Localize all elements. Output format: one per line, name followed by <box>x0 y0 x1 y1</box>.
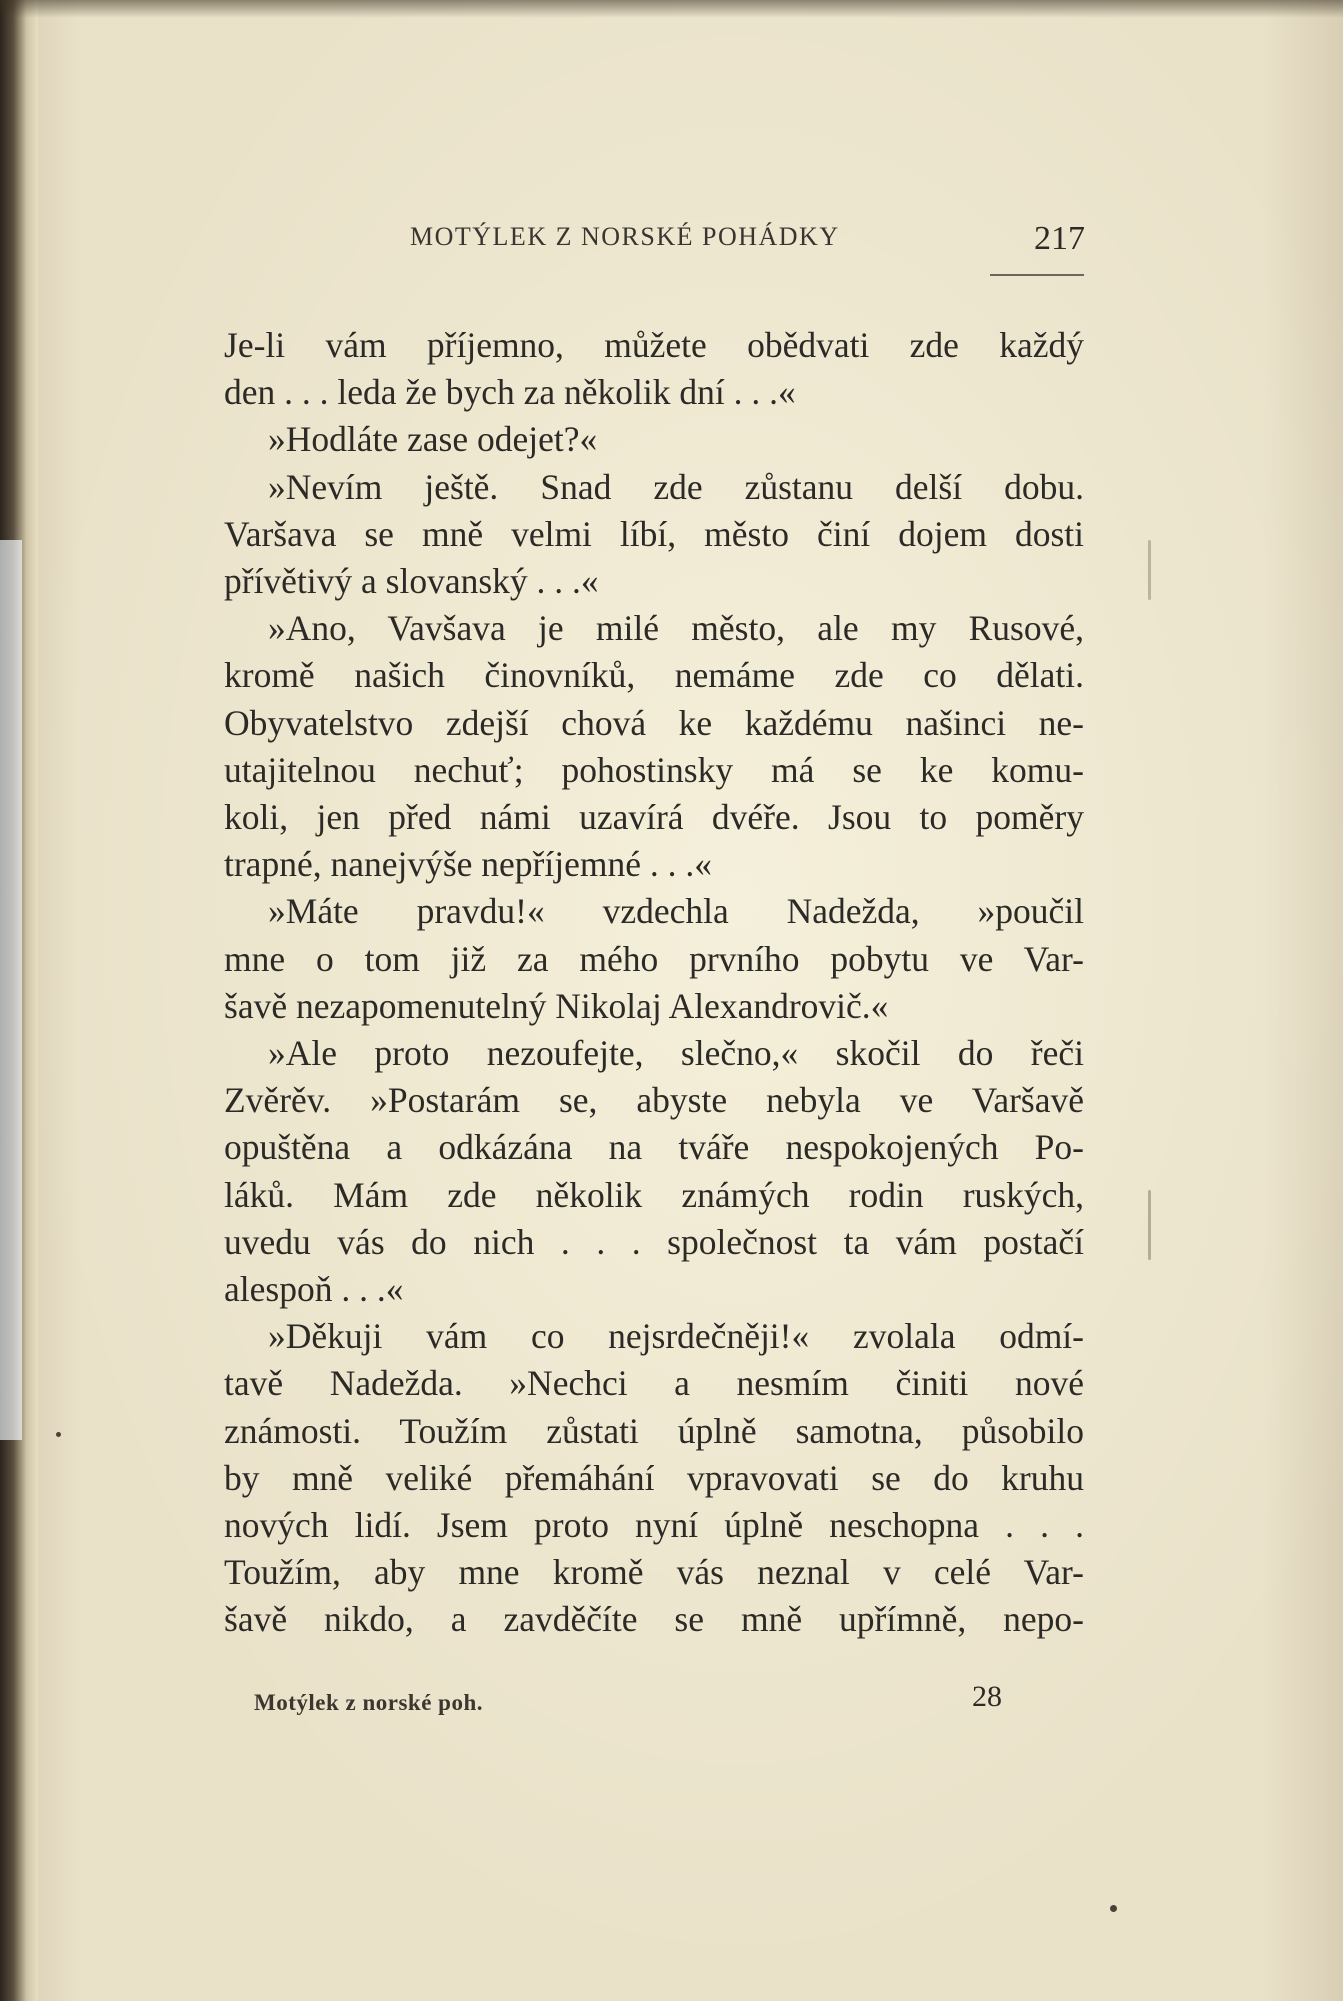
footer-book-title: Motýlek z norské poh. <box>254 1690 483 1715</box>
text-line: nových lidí. Jsem proto nyní úplně neschopna . . . <box>224 1505 1084 1546</box>
text-line: opuštěna a odkázána na tváře nespokojených Po- <box>224 1127 1084 1168</box>
text-line: láků. Mám zde několik známých rodin ruských, <box>224 1174 1084 1215</box>
text-line: Obyvatelstvo zdejší chová ke každému našinci ne- <box>224 702 1084 743</box>
signature-mark: 28 <box>972 1680 1002 1713</box>
text-line: »Hodláte zase odejet?« <box>268 419 598 460</box>
text-line: trapné, nanejvýše nepříjemné . . .« <box>224 844 712 885</box>
text-line: »Děkuji vám co nejsrdečněji!« zvolala odmí- <box>268 1316 1084 1357</box>
text-line: »Nevím ještě. Snad zde zůstanu delší dobu. <box>268 466 1084 507</box>
text-line: známosti. Toužím zůstati úplně samotna, působilo <box>224 1410 1084 1451</box>
running-head: MOTÝLEK Z NORSKÉ POHÁDKY <box>410 222 840 251</box>
ink-speck <box>56 1432 61 1437</box>
text-line: přívětivý a slovanský . . .« <box>224 561 599 602</box>
text-line: šavě nikdo, a zavděčíte se mně upřímně, nepo- <box>224 1599 1084 1640</box>
text-line: alespoň . . .« <box>224 1269 404 1310</box>
binding-strip <box>0 540 22 1440</box>
text-line: den . . . leda že bych za několik dní . . .« <box>224 372 796 413</box>
text-line: »Ale proto nezoufejte, slečno,« skočil do řeči <box>268 1033 1084 1074</box>
text-line: »Máte pravdu!« vzdechla Nadežda, »poučil <box>268 891 1084 932</box>
text-line: uvedu vás do nich . . . společnost ta vám postačí <box>224 1221 1084 1262</box>
page-top-edge <box>0 0 1343 18</box>
text-line: »Ano, Vavšava je milé město, ale my Rusové, <box>268 608 1084 649</box>
header-rule <box>990 274 1084 276</box>
text-line: koli, jen před námi uzavírá dvéře. Jsou to poměry <box>224 797 1084 838</box>
text-line: kromě našich činovníků, nemáme zde co dělati. <box>224 655 1084 696</box>
text-line: tavě Nadežda. »Nechci a nesmím činiti nové <box>224 1363 1084 1404</box>
text-line: by mně veliké přemáhání vpravovati se do kruhu <box>224 1457 1084 1498</box>
ink-speck <box>1110 1905 1117 1912</box>
text-line: Varšava se mně velmi líbí, město činí dojem dosti <box>224 513 1084 554</box>
page-number: 217 <box>1034 220 1085 257</box>
text-line: Zvěrěv. »Postarám se, abyste nebyla ve Varšavě <box>224 1080 1084 1121</box>
ink-speck <box>1148 1190 1151 1260</box>
text-line: Toužím, aby mne kromě vás neznal v celé Var- <box>224 1552 1084 1593</box>
text-line: utajitelnou nechuť; pohostinsky má se ke komu- <box>224 749 1084 790</box>
text-line: mne o tom již za mého prvního pobytu ve Var- <box>224 938 1084 979</box>
ink-speck <box>1148 540 1151 600</box>
text-line: šavě nezapomenutelný Nikolaj Alexandrovič.« <box>224 985 889 1026</box>
body-text <box>224 322 1084 1644</box>
text-line: Je-li vám příjemno, můžete obědvati zde každý <box>224 325 1084 365</box>
